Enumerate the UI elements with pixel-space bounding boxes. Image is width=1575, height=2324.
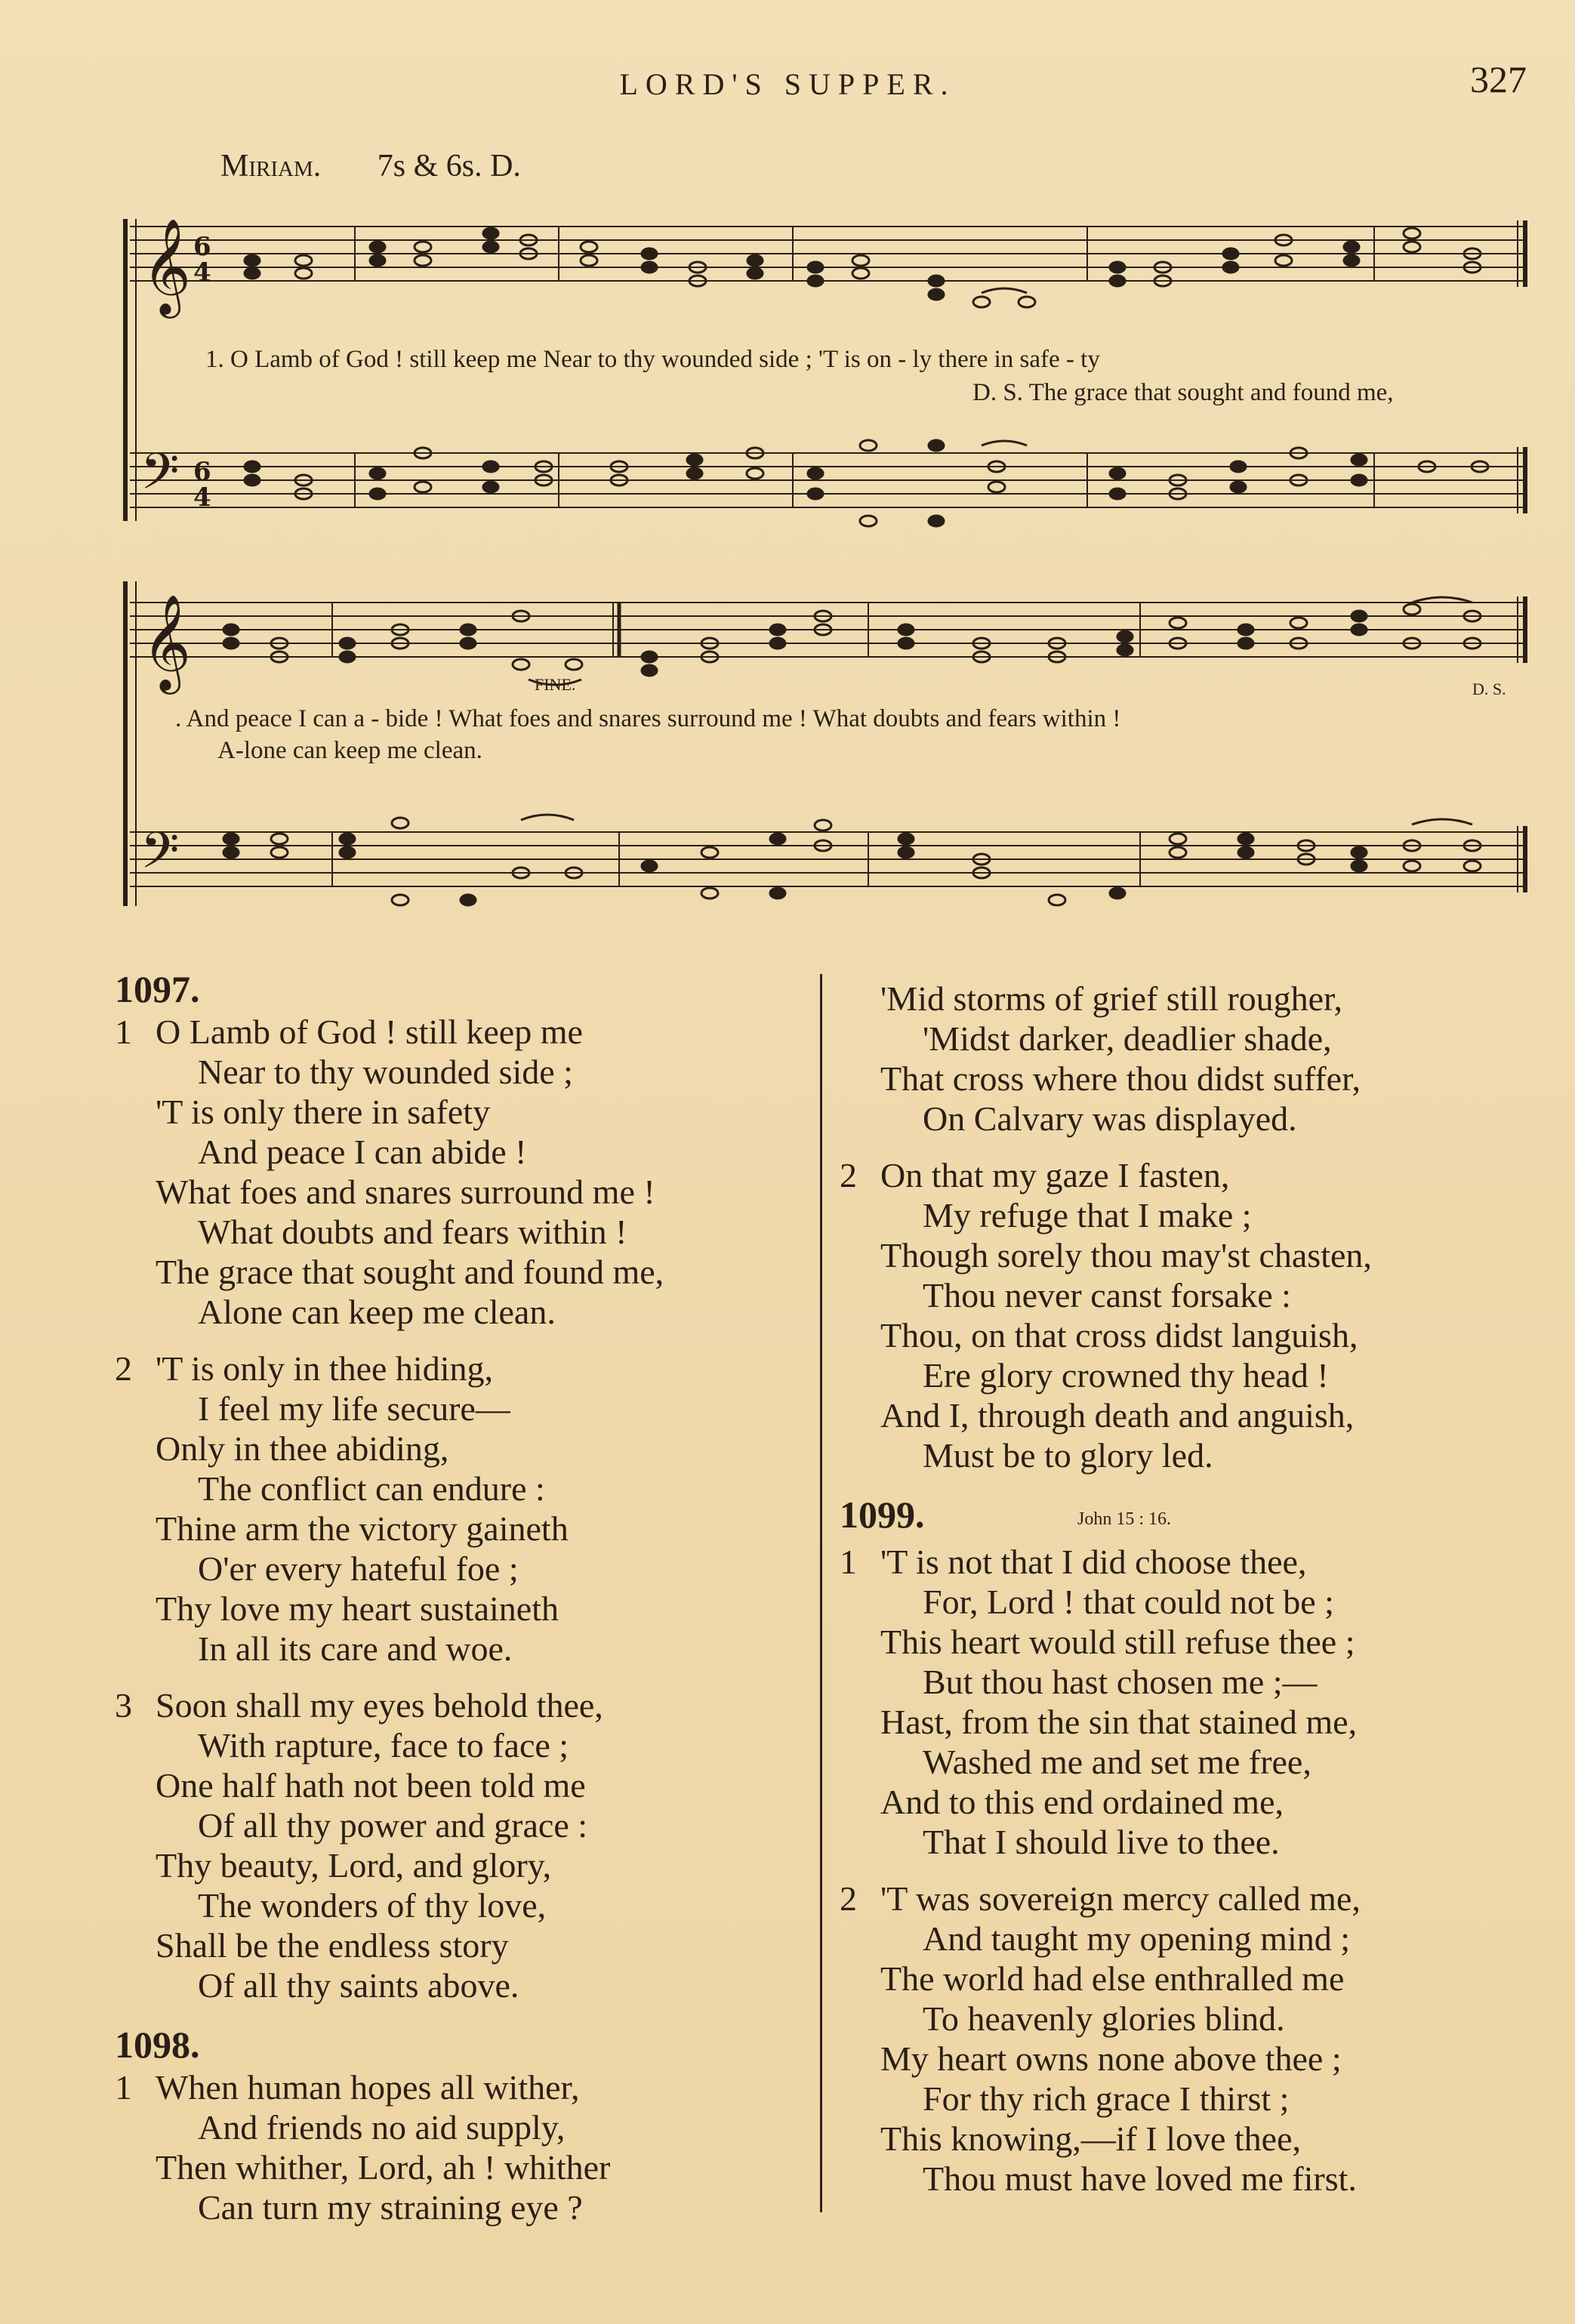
music-score — [0, 0, 1575, 936]
hymn-1098-verse-2: 2 On that my gaze I fasten, My refuge that I make ; Though sorely thou may'st chasten, Thou never canst forsake : Thou, on that cross didst languish, Ere glory crowned thy head ! And I, through death and anguish, Must be to glory led. — [840, 1156, 1372, 1475]
hymn-1099-verse-2: 2 'T was sovereign mercy called me, And taught my opening mind ; The world had else enthralled me To heavenly glories blind. My heart owns none above thee ; For thy rich grace I thirst ; This knowing,—if I love thee, Thou must have loved me first. — [840, 1879, 1361, 2198]
tune-name: Miriam. — [220, 149, 322, 183]
svg-text:4: 4 — [193, 482, 211, 513]
right-column — [840, 979, 1542, 2215]
hymn-1099-verse-1: 1 'T is not that I did choose thee, For, Lord ! that could not be ; This heart would still refuse thee ; But thou hast chosen me ;— Hast, from the sin that stained me, Washed me and set me free, And to this end ordained me, That I should live to thee. — [840, 1542, 1358, 1861]
hymn-number-1098: 1098. — [115, 2023, 200, 2066]
system1-treble-staff — [130, 227, 1527, 281]
system2-treble-staff — [130, 603, 1527, 657]
svg-text:𝄞: 𝄞 — [142, 217, 192, 314]
fine-marking: FINE. — [535, 675, 576, 694]
running-title: LORD'S SUPPER. — [619, 67, 956, 101]
system2-lyric-line1: . And peace I can a - bide ! What foes and snares surround me ! What doubts and fears within ! — [175, 705, 1121, 732]
svg-text:6: 6 — [193, 457, 211, 487]
svg-text:𝄢: 𝄢 — [140, 821, 180, 892]
page-number: 327 — [1470, 58, 1527, 100]
left-column — [115, 966, 817, 2244]
svg-text:4: 4 — [193, 257, 211, 288]
column-divider — [820, 974, 822, 2212]
system1-bass-staff — [130, 453, 1527, 507]
system1-lyric-line2: D. S. The grace that sought and found me, — [972, 379, 1394, 406]
svg-text:𝄞: 𝄞 — [142, 593, 192, 690]
system2-lyric-line2: A-lone can keep me clean. — [217, 737, 482, 764]
hymn-1097-verse-3: 3 Soon shall my eyes behold thee, With rapture, face to face ; One half hath not been told me Of all thy power and grace : Thy beauty, Lord, and glory, The wonders of thy love, Shall be the endless story Of all thy saints above. — [115, 1686, 603, 2005]
hymn-number-1097: 1097. — [115, 968, 200, 1010]
svg-text:6: 6 — [193, 232, 211, 262]
system1-lyric-line1: 1. O Lamb of God ! still keep me Near to thy wounded side ; 'T is on - ly there in safe - ty — [205, 346, 1100, 373]
ds-marking: D. S. — [1472, 680, 1506, 698]
hymn-number-1099: 1099. John 15 : 16. — [840, 1493, 1172, 1536]
hymn-1097-verse-1: 1 O Lamb of God ! still keep me Near to thy wounded side ; 'T is only there in safety And peace I can abide ! What foes and snares surround me ! What doubts and fears within ! The grace that sought and found me, Alone can keep me clean. — [115, 1013, 664, 1331]
hymn-1098-verse-1-part-b: 'Mid storms of grief still rougher, 'Midst darker, deadlier shade, That cross where thou didst suffer, On Calvary was displayed. — [880, 979, 1361, 1138]
scripture-reference: John 15 : 16. — [1077, 1509, 1172, 1529]
tune-meter: 7s & 6s. D. — [377, 149, 521, 183]
hymn-1097-verse-2: 2 'T is only in thee hiding, I feel my life secure— Only in thee abiding, The conflict can endure : Thine arm the victory gaineth O'er every hateful foe ; Thy love my heart sustaineth In all its care and woe. — [115, 1349, 569, 1668]
hymn-1098-verse-1-part-a: 1 When human hopes all wither, And friends no aid supply, Then whither, Lord, ah ! whither Can turn my straining eye ? — [115, 2068, 611, 2227]
svg-text:𝄢: 𝄢 — [140, 442, 180, 513]
